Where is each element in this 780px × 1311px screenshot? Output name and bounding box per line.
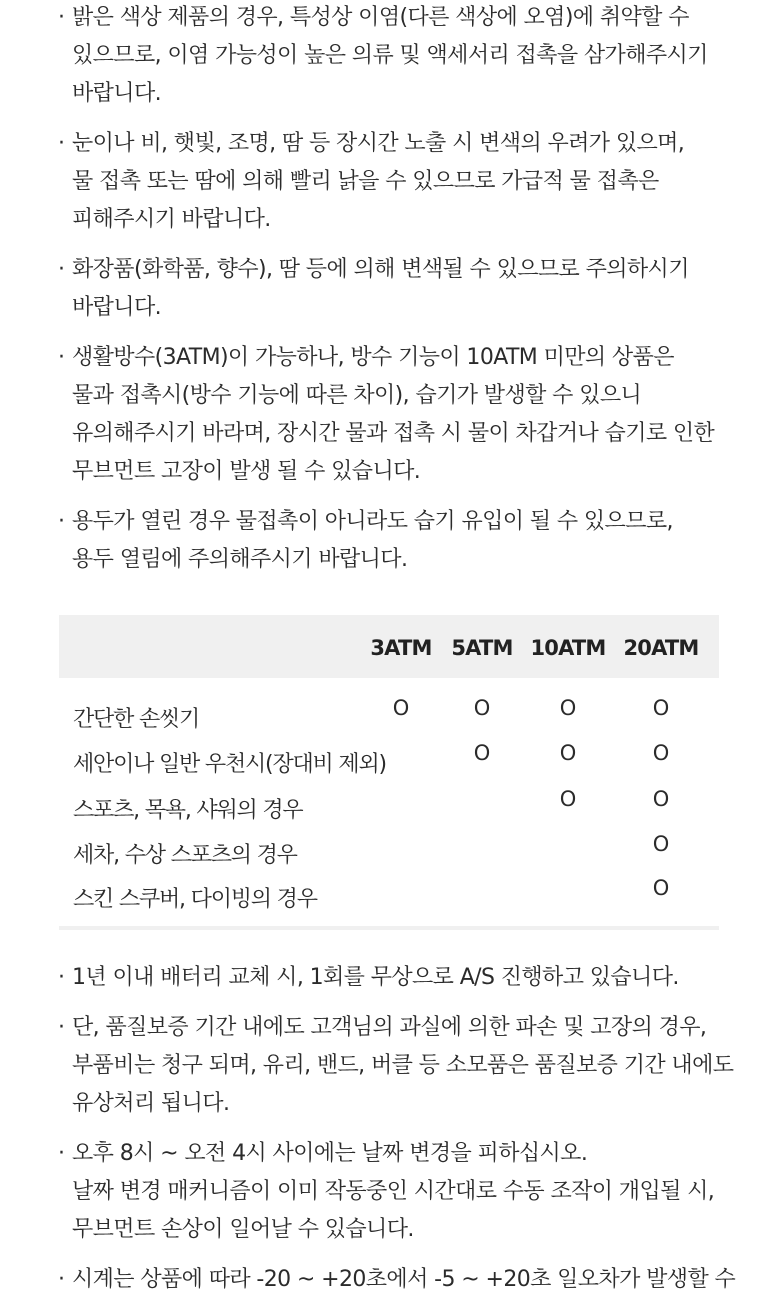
row-label: 스킨 스쿠버, 다이빙의 경우 bbox=[73, 887, 317, 912]
care-note-text: 생활방수(3ATM)이 가능하나, 방수 기능이 10ATM 미만의 상품은 물과 접촉시(방수 기능에 따른 차이), 습기가 발생할 수 있으니 유의해주시기 바라며, 장시간 물과 접촉 시 물이 차갑거나 습기로 인한 무브먼트 고장이 발생 될 수 있습니다. bbox=[72, 345, 715, 484]
bullet-dot: · bbox=[58, 345, 65, 370]
mark-cell: O bbox=[652, 832, 670, 856]
warranty-note-text: 단, 품질보증 기간 내에도 고객님의 과실에 의한 파손 및 고장의 경우, 부품비는 청구 되며, 유리, 밴드, 버클 등 소모품은 품질보증 기간 내에도 유상처리 됩니다. bbox=[72, 1015, 734, 1116]
table-row bbox=[59, 832, 719, 884]
mark-cell: O bbox=[559, 741, 577, 765]
warranty-note-text: 시계는 상품에 따라 -20 ~ +20초에서 -5 ~ +20초 일오차가 발생할 수 bbox=[72, 1267, 736, 1292]
row-label: 간단한 손씻기 bbox=[73, 707, 200, 732]
care-note-text: 눈이나 비, 햇빛, 조명, 땀 등 장시간 노출 시 변색의 우려가 있으며, 물 접촉 또는 땀에 의해 빨리 낡을 수 있으므로 가급적 물 접촉은 피해주시기 바랍니다. bbox=[72, 131, 685, 232]
warranty-note-text: 1년 이내 배터리 교체 시, 1회를 무상으로 A/S 진행하고 있습니다. bbox=[72, 965, 679, 990]
warranty-note bbox=[58, 959, 748, 997]
care-note-text: 밝은 색상 제품의 경우, 특성상 이염(다른 색상에 오염)에 취약할 수 있으므로, 이염 가능성이 높은 의류 및 액세서리 접촉을 삼가해주시기 바랍니다. bbox=[72, 5, 708, 106]
bullet-dot: · bbox=[58, 257, 65, 282]
column-header-5atm: 5ATM bbox=[451, 636, 513, 660]
row-label: 세차, 수상 스포츠의 경우 bbox=[73, 843, 297, 868]
bullet-dot: · bbox=[58, 965, 65, 990]
warranty-note bbox=[58, 1261, 748, 1299]
bullet-dot: · bbox=[58, 5, 65, 30]
mark-cell: O bbox=[652, 741, 670, 765]
bullet-dot: · bbox=[58, 509, 65, 534]
table-row bbox=[59, 741, 719, 793]
care-notes-list bbox=[58, 0, 748, 591]
mark-cell: O bbox=[559, 696, 577, 720]
bullet-dot: · bbox=[58, 131, 65, 156]
table-row bbox=[59, 876, 719, 928]
row-label: 세안이나 일반 우천시(장대비 제외) bbox=[73, 752, 386, 777]
mark-cell: O bbox=[652, 876, 670, 900]
mark-cell: O bbox=[473, 696, 491, 720]
bullet-dot: · bbox=[58, 1267, 65, 1292]
mark-cell: O bbox=[392, 696, 410, 720]
column-header-20atm: 20ATM bbox=[623, 636, 699, 660]
table-body bbox=[59, 678, 719, 930]
care-note bbox=[58, 503, 748, 579]
care-note bbox=[58, 125, 748, 239]
bullet-dot: · bbox=[58, 1015, 65, 1040]
table-row bbox=[59, 696, 719, 748]
warranty-note bbox=[58, 1009, 748, 1123]
warranty-notes-list bbox=[58, 959, 748, 1311]
warranty-note bbox=[58, 1135, 748, 1249]
water-resistance-table bbox=[59, 615, 719, 930]
mark-cell: O bbox=[473, 741, 491, 765]
care-note-text: 화장품(화학품, 향수), 땀 등에 의해 변색될 수 있으므로 주의하시기 바랍니다. bbox=[72, 257, 689, 320]
warranty-note-text: 오후 8시 ~ 오전 4시 사이에는 날짜 변경을 피하십시오. 날짜 변경 매커니즘이 이미 작동중인 시간대로 수동 조작이 개입될 시, 무브먼트 손상이 일어날 수 있습니다. bbox=[72, 1141, 715, 1242]
bullet-dot: · bbox=[58, 1141, 65, 1166]
mark-cell: O bbox=[559, 787, 577, 811]
column-header-10atm: 10ATM bbox=[530, 636, 606, 660]
table-header bbox=[59, 615, 719, 678]
mark-cell: O bbox=[652, 787, 670, 811]
care-note bbox=[58, 339, 748, 491]
care-note-text: 용두가 열린 경우 물접촉이 아니라도 습기 유입이 될 수 있으므로, 용두 열림에 주의해주시기 바랍니다. bbox=[72, 509, 673, 572]
row-label: 스포츠, 목욕, 샤워의 경우 bbox=[73, 798, 303, 823]
mark-cell: O bbox=[652, 696, 670, 720]
column-header-3atm: 3ATM bbox=[370, 636, 432, 660]
table-row bbox=[59, 787, 719, 839]
care-note bbox=[58, 0, 748, 113]
care-note bbox=[58, 251, 748, 327]
